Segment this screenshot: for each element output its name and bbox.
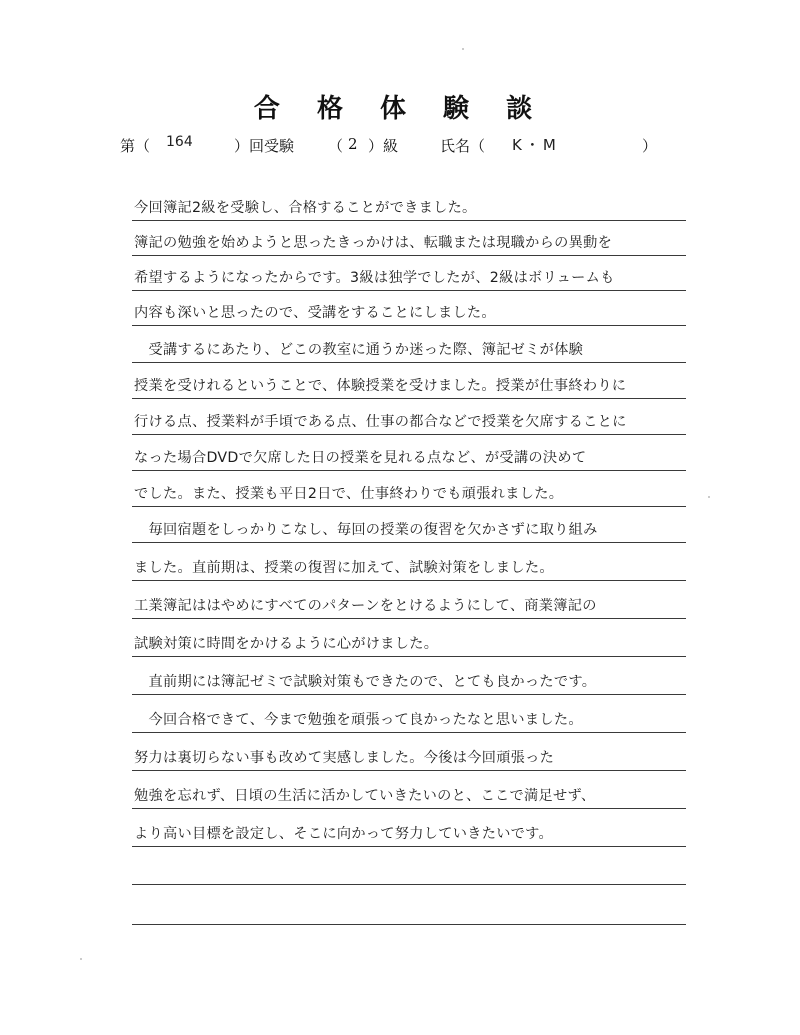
essay-line: 試験対策に時間をかけるように心がけました。 <box>134 636 439 652</box>
name-value: K・M <box>512 136 559 154</box>
grade-open: （ <box>328 137 344 155</box>
ruled-line <box>132 398 686 399</box>
ruled-line <box>132 656 686 657</box>
essay-line: 受講するにあたり、どこの教室に通うか迷った際、簿記ゼミが体験 <box>134 342 584 358</box>
essay-line: より高い目標を設定し、そこに向かって努力していきたいです。 <box>134 826 554 842</box>
exam-number-label: 第（ <box>120 137 151 155</box>
ruled-line <box>132 846 686 847</box>
ruled-line <box>132 884 686 885</box>
essay-line: でした。また、授業も平日2日で、仕事終わりでも頑張れました。 <box>134 486 564 502</box>
ruled-line <box>132 924 686 925</box>
essay-line: なった場合DVDで欠席した日の授業を見れる点など、が受講の決めて <box>134 450 587 466</box>
name-close: ） <box>642 137 658 155</box>
essay-line: 行ける点、授業料が手頃である点、仕事の都合などで授業を欠席することに <box>134 414 627 430</box>
ruled-line <box>132 694 686 695</box>
ruled-line <box>132 580 686 581</box>
essay-line: 今回簿記2級を受験し、合格することができました。 <box>134 200 477 216</box>
ruled-line <box>132 362 686 363</box>
ruled-line <box>132 434 686 435</box>
exam-session-value: 164 <box>166 134 193 150</box>
ruled-line <box>132 290 686 291</box>
essay-line: 内容も深いと思ったので、受講をすることにしました。 <box>134 305 496 321</box>
ruled-line <box>132 770 686 771</box>
essay-line: 授業を受けれるということで、体験授業を受けました。授業が仕事終わりに <box>134 378 627 394</box>
scan-speck <box>708 496 710 498</box>
ruled-line <box>132 618 686 619</box>
name-label: 氏名（ <box>440 137 486 155</box>
essay-line: 工業簿記ははやめにすべてのパターンをとけるようにして、商業簿記の <box>134 598 597 614</box>
grade-value: 2 <box>348 135 358 153</box>
essay-line: 今回合格できて、今まで勉強を頑張って良かったなと思いました。 <box>134 712 583 728</box>
ruled-line <box>132 732 686 733</box>
essay-line: 簿記の勉強を始めようと思ったきっかけは、転職または現職からの異動を <box>134 235 613 251</box>
ruled-line <box>132 470 686 471</box>
exam-session-suffix: ）回受験 <box>234 137 295 155</box>
page-title: 合 格 体 験 談 <box>253 94 547 124</box>
essay-line: 勉強を忘れず、日頃の生活に活かしていきたいのと、ここで満足せず、 <box>134 788 596 804</box>
ruled-line <box>132 808 686 809</box>
ruled-line <box>132 325 686 326</box>
ruled-line <box>132 220 686 221</box>
essay-line: 毎回宿題をしっかりこなし、毎回の授業の復習を欠かさずに取り組み <box>134 522 598 538</box>
essay-line: ました。直前期は、授業の復習に加えて、試験対策をしました。 <box>134 560 554 576</box>
scan-speck <box>80 958 82 960</box>
essay-line: 直前期には簿記ゼミで試験対策もできたので、とても良かったです。 <box>134 674 597 690</box>
ruled-line <box>132 506 686 507</box>
grade-close: ）級 <box>368 137 399 155</box>
scan-speck <box>462 48 464 50</box>
ruled-line <box>132 542 686 543</box>
ruled-line <box>132 255 686 256</box>
essay-line: 努力は裏切らない事も改めて実感しました。今後は今回頑張った <box>134 750 555 766</box>
essay-line: 希望するようになったからです。3級は独学でしたが、2級はボリュームも <box>134 270 615 286</box>
